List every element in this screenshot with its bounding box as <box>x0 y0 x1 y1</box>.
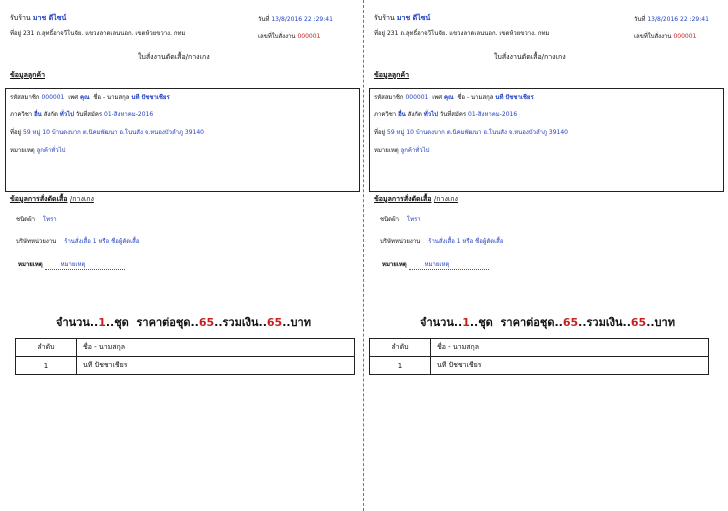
order-section-suffix: /กางเกง <box>433 195 458 203</box>
unit-label: ชุด <box>478 316 493 329</box>
shop-address: ที่อยู่ 231 ถ.ลุทธิ์อาจวีโนจัย. แขวงลาดเลนนอก. เขตห้วยขวาง. กทม <box>374 30 550 37</box>
register-date-value: 01-สิงหาคม-2016 <box>468 111 518 118</box>
qty-label: จำนวน <box>420 316 454 329</box>
company-row <box>380 236 503 246</box>
customer-code-value: 000001 <box>405 94 429 101</box>
table-cell-name: นที ปัชชาเชียร <box>431 357 709 375</box>
received-label: รับร้าน <box>10 14 31 22</box>
items-table <box>15 338 355 375</box>
fabric-type-label: ชนิดผ้า <box>16 216 35 223</box>
customer-address-label: ที่อยู่ <box>10 129 22 136</box>
currency-label: บาท <box>290 316 311 329</box>
table-header-row <box>16 339 355 357</box>
doc-number-value: 000001 <box>297 33 321 40</box>
order-summary: จำนวน..1..ชุด ราคาต่อชุด..65..รวมเงิน..65..บาท <box>56 316 311 329</box>
table-cell-no: 1 <box>16 357 77 375</box>
price-value: 65 <box>198 316 215 329</box>
date-value: 13/8/2016 22 :29:41 <box>271 16 333 23</box>
department-label: ภาควิชา <box>374 111 397 118</box>
sex-value: คุณ <box>443 94 454 101</box>
customer-info-box <box>369 88 724 192</box>
customer-code-value: 000001 <box>41 94 65 101</box>
order-section-suffix: /กางเกง <box>69 195 94 203</box>
department-value: อื่น <box>34 111 42 118</box>
table-cell-name: นที ปัชชาเชียร <box>77 357 355 375</box>
doc-number-value: 000001 <box>673 33 697 40</box>
customer-code-label: รหัสสมาชิก <box>10 94 40 101</box>
sex-label: เพศ <box>68 94 79 101</box>
affiliation-value: ทั่วไป <box>423 111 438 118</box>
affiliation-value: ทั่วไป <box>59 111 74 118</box>
order-note-row <box>18 259 125 270</box>
currency-label: บาท <box>654 316 675 329</box>
customer-address-row <box>10 127 204 137</box>
company-row <box>16 236 139 246</box>
company-label: บริษัทหน่วยงาน <box>16 238 57 245</box>
customer-name-label: ชื่อ - นามสกุล <box>457 94 494 101</box>
fabric-type-row <box>380 214 421 224</box>
customer-code-label: รหัสสมาชิก <box>374 94 404 101</box>
order-summary: จำนวน..1..ชุด ราคาต่อชุด..65..รวมเงิน..65..บาท <box>420 316 675 329</box>
order-section-label: ข้อมูลการสั่งตัดเสื้อ <box>374 195 432 203</box>
unit-label: ชุด <box>114 316 129 329</box>
total-label: รวมเงิน <box>222 316 259 329</box>
order-section-title <box>10 194 94 205</box>
order-note-label: หมายเหตุ <box>382 261 407 268</box>
customer-address-value: 59 หมู่ 10 บ้านดงบาก ต.นิคมพัฒนา อ.โนนสัง จ.หนองบัวลำภู 39140 <box>387 129 568 136</box>
table-row <box>16 357 355 375</box>
qty-label: จำนวน <box>56 316 90 329</box>
date-label: วันที่ <box>634 16 646 23</box>
table-header-row <box>370 339 709 357</box>
form-title: ใบสั่งงานตัดเสื้อ/กางเกง <box>138 53 210 61</box>
company-label: บริษัทหน่วยงาน <box>380 238 421 245</box>
sex-value: คุณ <box>79 94 90 101</box>
company-value: ร้านสั่งเสื้อ 1 หรือ ชื่อผู้ตัดเสื้อ <box>428 238 504 245</box>
customer-note-value: ลูกค้าทั่วไป <box>36 147 66 154</box>
customer-section-title: ข้อมูลลูกค้า <box>374 71 410 79</box>
price-label: ราคาต่อชุด <box>136 316 191 329</box>
sex-label: เพศ <box>432 94 443 101</box>
order-section-title <box>374 194 458 205</box>
customer-note-row <box>10 145 65 155</box>
customer-info-box <box>5 88 360 192</box>
fabric-type-value: โทรา <box>42 216 57 223</box>
received-label: รับร้าน <box>374 14 395 22</box>
affiliation-label: สังกัด <box>407 111 422 118</box>
qty-value: 1 <box>462 316 470 329</box>
customer-note-value: ลูกค้าทั่วไป <box>400 147 430 154</box>
table-header-no: ลำดับ <box>16 339 77 357</box>
items-table <box>369 338 709 375</box>
total-value: 65 <box>266 316 283 329</box>
price-value: 65 <box>562 316 579 329</box>
table-cell-no: 1 <box>370 357 431 375</box>
total-value: 65 <box>630 316 647 329</box>
order-section-label: ข้อมูลการสั่งตัดเสื้อ <box>10 195 68 203</box>
slip-copy-right <box>364 0 728 511</box>
register-date-label: วันที่สมัคร <box>439 111 467 118</box>
customer-department-row <box>374 109 517 119</box>
customer-note-row <box>374 145 429 155</box>
shop-header <box>374 13 430 24</box>
order-note-line <box>45 259 125 270</box>
customer-note-label: หมายเหตุ <box>10 147 35 154</box>
doc-number-label: เลขที่ใบสั่งงาน <box>634 33 672 40</box>
date-value: 13/8/2016 22 :29:41 <box>647 16 709 23</box>
order-note-value: หมายเหตุ <box>424 261 450 268</box>
customer-section-title: ข้อมูลลูกค้า <box>10 71 46 79</box>
customer-department-row <box>10 109 153 119</box>
customer-name-value: นที ปัชชาเชียร <box>495 94 534 101</box>
register-date-label: วันที่สมัคร <box>75 111 103 118</box>
customer-address-label: ที่อยู่ <box>374 129 386 136</box>
fabric-type-row <box>16 214 57 224</box>
customer-address-row <box>374 127 568 137</box>
date-label: วันที่ <box>258 16 270 23</box>
total-label: รวมเงิน <box>586 316 623 329</box>
doc-number-label: เลขที่ใบสั่งงาน <box>258 33 296 40</box>
table-header-name: ชื่อ - นามสกุล <box>431 339 709 357</box>
customer-name-label: ชื่อ - นามสกุล <box>93 94 130 101</box>
customer-address-value: 59 หมู่ 10 บ้านดงบาก ต.นิคมพัฒนา อ.โนนสัง จ.หนองบัวลำภู 39140 <box>23 129 204 136</box>
shop-name: มาช ดีไซน์ <box>32 14 67 22</box>
qty-value: 1 <box>98 316 106 329</box>
order-note-row <box>382 259 489 270</box>
form-title: ใบสั่งงานตัดเสื้อ/กางเกง <box>494 53 566 61</box>
department-label: ภาควิชา <box>10 111 33 118</box>
customer-note-label: หมายเหตุ <box>374 147 399 154</box>
department-value: อื่น <box>398 111 406 118</box>
doc-number <box>634 31 696 41</box>
order-date <box>634 14 709 24</box>
order-note-value: หมายเหตุ <box>60 261 86 268</box>
doc-number <box>258 31 320 41</box>
order-note-line <box>409 259 489 270</box>
fabric-type-value: โทรา <box>406 216 421 223</box>
table-row <box>370 357 709 375</box>
order-note-label: หมายเหตุ <box>18 261 43 268</box>
order-date <box>258 14 333 24</box>
table-header-name: ชื่อ - นามสกุล <box>77 339 355 357</box>
shop-name: มาช ดีไซน์ <box>396 14 431 22</box>
shop-address: ที่อยู่ 231 ถ.ลุทธิ์อาจวีโนจัย. แขวงลาดเลนนอก. เขตห้วยขวาง. กทม <box>10 30 186 37</box>
affiliation-label: สังกัด <box>43 111 58 118</box>
shop-header <box>10 13 66 24</box>
register-date-value: 01-สิงหาคม-2016 <box>104 111 154 118</box>
company-value: ร้านสั่งเสื้อ 1 หรือ ชื่อผู้ตัดเสื้อ <box>64 238 140 245</box>
table-header-no: ลำดับ <box>370 339 431 357</box>
customer-code-row <box>10 92 170 102</box>
customer-code-row <box>374 92 534 102</box>
customer-name-value: นที ปัชชาเชียร <box>131 94 170 101</box>
fabric-type-label: ชนิดผ้า <box>380 216 399 223</box>
price-label: ราคาต่อชุด <box>500 316 555 329</box>
